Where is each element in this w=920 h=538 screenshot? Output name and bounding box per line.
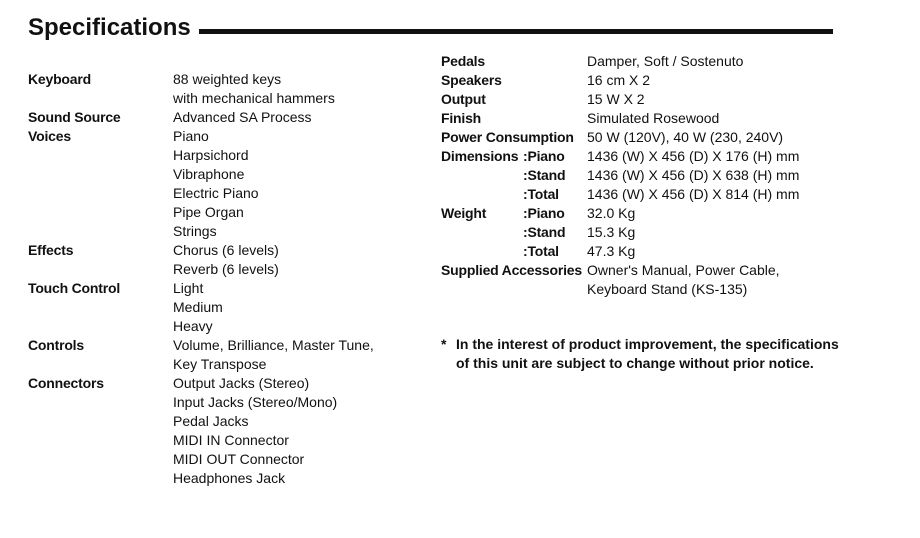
spec-label-output: Output — [441, 91, 486, 107]
spec-value: Harpsichord — [173, 147, 249, 163]
spec-value: 15 W X 2 — [587, 91, 645, 107]
spec-sublabel-piano: :Piano — [523, 205, 565, 221]
spec-value: 15.3 Kg — [587, 224, 636, 240]
spec-label-power-consumption: Power Consumption — [441, 129, 574, 145]
spec-label-effects: Effects — [28, 242, 74, 258]
spec-value: 16 cm X 2 — [587, 72, 651, 88]
spec-value: 32.0 Kg — [587, 205, 636, 221]
spec-value: Pedal Jacks — [173, 413, 249, 429]
spec-value: Pipe Organ — [173, 204, 244, 220]
spec-value: with mechanical hammers — [173, 90, 335, 106]
spec-value: Headphones Jack — [173, 470, 286, 486]
spec-label-sound-source: Sound Source — [28, 109, 121, 125]
spec-value: Piano — [173, 128, 209, 144]
change-notice — [441, 335, 881, 373]
spec-value: Vibraphone — [173, 166, 245, 182]
spec-sublabel-total: :Total — [523, 243, 559, 259]
spec-value: Keyboard Stand (KS-135) — [587, 281, 748, 297]
spec-label-touch-control: Touch Control — [28, 280, 121, 296]
spec-sublabel-piano: :Piano — [523, 148, 565, 164]
notice-asterisk: * — [441, 336, 447, 352]
spec-label-speakers: Speakers — [441, 72, 502, 88]
spec-value: Volume, Brilliance, Master Tune, — [173, 337, 374, 353]
spec-sublabel-total: :Total — [523, 186, 559, 202]
spec-value: Medium — [173, 299, 223, 315]
spec-value: Electric Piano — [173, 185, 259, 201]
spec-value: Light — [173, 280, 204, 296]
spec-value: Key Transpose — [173, 356, 267, 372]
spec-label-weight: Weight — [441, 205, 487, 221]
spec-label-controls: Controls — [28, 337, 84, 353]
spec-label-dimensions: Dimensions — [441, 148, 519, 164]
spec-sublabel-stand: :Stand — [523, 224, 566, 240]
spec-label-voices: Voices — [28, 128, 71, 144]
heading-rule — [199, 29, 833, 34]
spec-label-connectors: Connectors — [28, 375, 104, 391]
spec-label-supplied-accessories: Supplied Accessories — [441, 262, 582, 278]
page-title: Specifications — [28, 14, 191, 41]
notice-line: of this unit are subject to change without prior notice. — [456, 355, 814, 371]
spec-value: 50 W (120V), 40 W (230, 240V) — [587, 129, 784, 145]
spec-value: Strings — [173, 223, 217, 239]
spec-value: Output Jacks (Stereo) — [173, 375, 310, 391]
spec-value: Simulated Rosewood — [587, 110, 720, 126]
spec-value: Advanced SA Process — [173, 109, 312, 125]
spec-value: Reverb (6 levels) — [173, 261, 279, 277]
spec-value: MIDI IN Connector — [173, 432, 289, 448]
spec-label-finish: Finish — [441, 110, 482, 126]
spec-label-keyboard: Keyboard — [28, 71, 91, 87]
heading-row — [28, 10, 833, 46]
spec-sublabel-stand: :Stand — [523, 167, 566, 183]
spec-value: 1436 (W) X 456 (D) X 638 (H) mm — [587, 167, 800, 183]
spec-value: 47.3 Kg — [587, 243, 636, 259]
notice-line: In the interest of product improvement, the specifications — [456, 336, 839, 352]
spec-value: MIDI OUT Connector — [173, 451, 305, 467]
spec-value: 1436 (W) X 456 (D) X 814 (H) mm — [587, 186, 800, 202]
spec-value: 1436 (W) X 456 (D) X 176 (H) mm — [587, 148, 800, 164]
spec-value: Damper, Soft / Sostenuto — [587, 53, 744, 69]
spec-label-pedals: Pedals — [441, 53, 485, 69]
spec-value: Heavy — [173, 318, 213, 334]
spec-value: Owner's Manual, Power Cable, — [587, 262, 780, 278]
spec-value: Input Jacks (Stereo/Mono) — [173, 394, 338, 410]
spec-value: 88 weighted keys — [173, 71, 282, 87]
spec-value: Chorus (6 levels) — [173, 242, 279, 258]
